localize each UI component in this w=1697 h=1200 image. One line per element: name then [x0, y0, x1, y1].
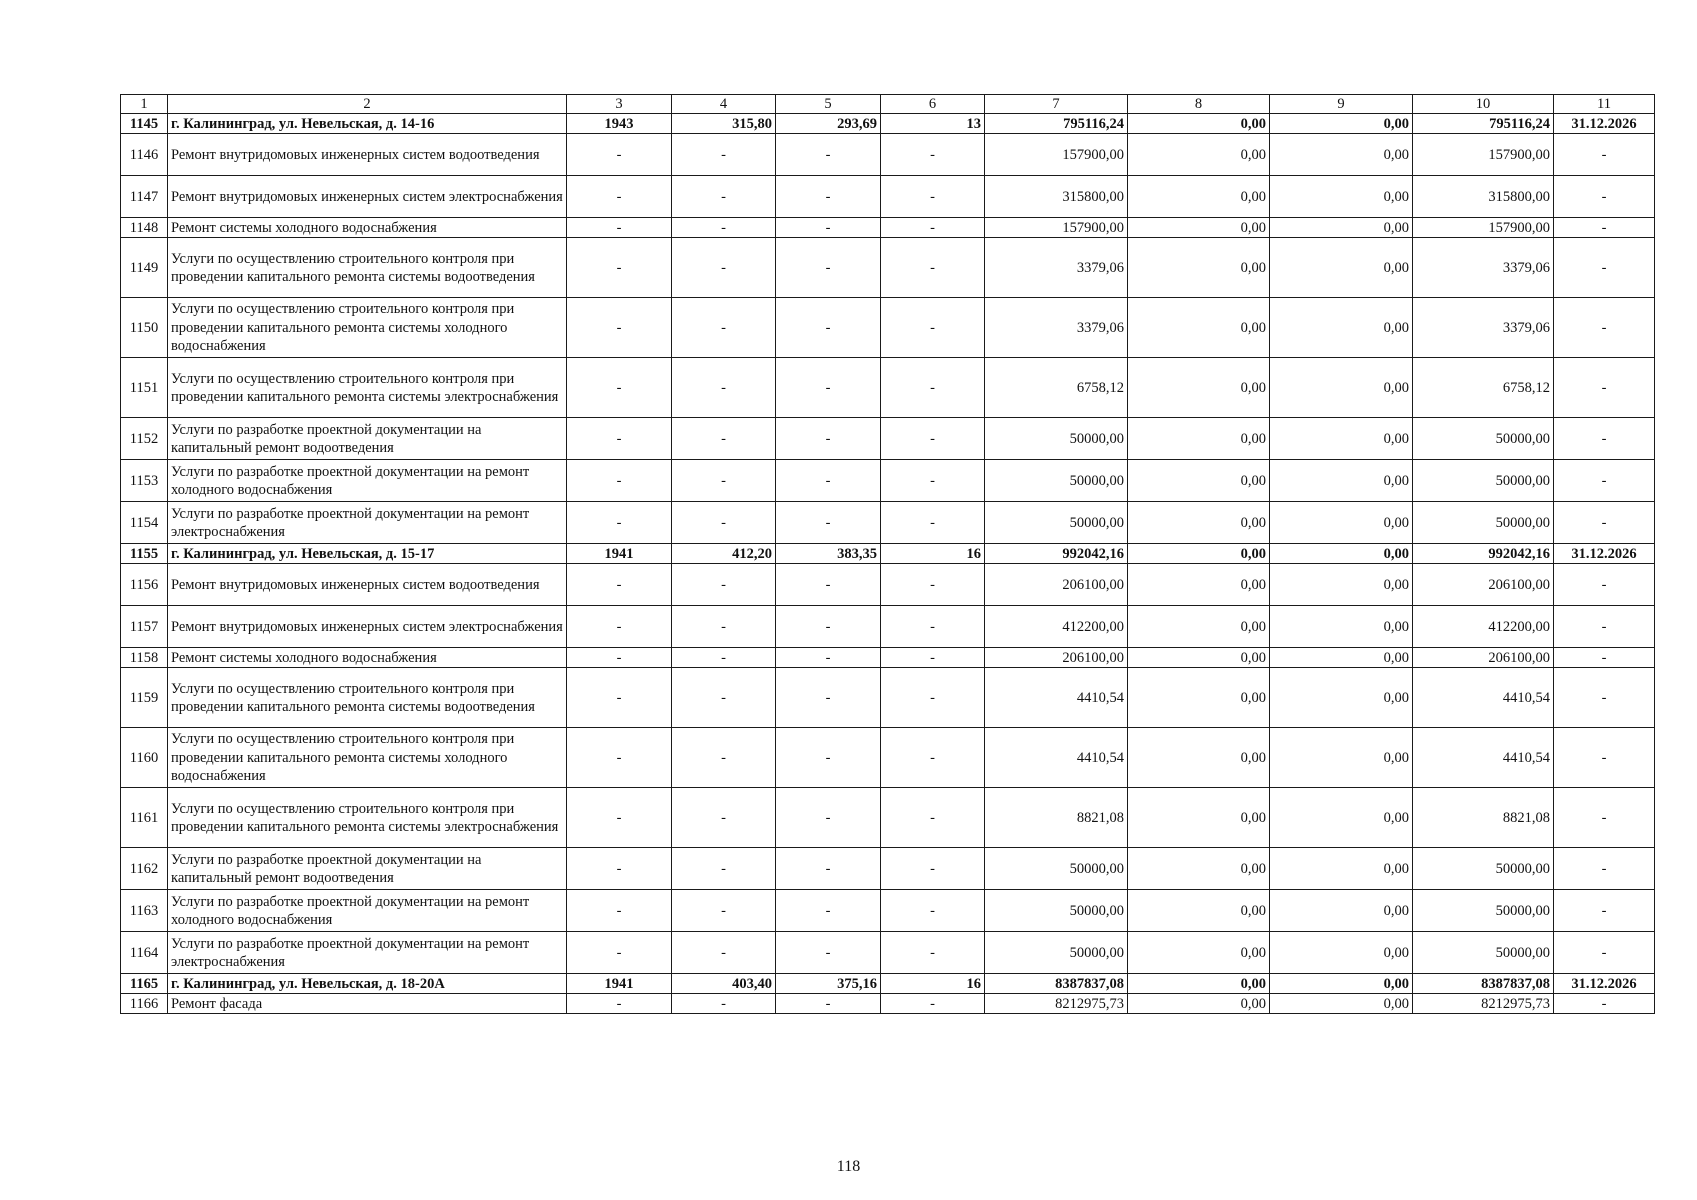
work-description-cell: г. Калининград, ул. Невельская, д. 18-20А [168, 974, 567, 994]
row-number-cell: 1146 [121, 134, 168, 176]
row-number-cell: 1166 [121, 994, 168, 1014]
residents-cell: - [881, 238, 985, 298]
work-description-cell: Услуги по разработке проектной документации на капитальный ремонт водоотведения [168, 418, 567, 460]
living-area-cell: 293,69 [776, 114, 881, 134]
total-area-cell: 315,80 [672, 114, 776, 134]
owner-cost-cell: 50000,00 [1413, 502, 1554, 544]
living-area-cell: - [776, 848, 881, 890]
work-row [121, 564, 1655, 606]
work-description-cell: Ремонт системы холодного водоснабжения [168, 648, 567, 668]
address-row [121, 974, 1655, 994]
row-number-cell: 1155 [121, 544, 168, 564]
living-area-cell: - [776, 418, 881, 460]
total-cost-cell: 8821,08 [985, 788, 1128, 848]
work-row [121, 134, 1655, 176]
column-number-4: 4 [672, 95, 776, 114]
other-cost-cell: 0,00 [1270, 238, 1413, 298]
column-number-1: 1 [121, 95, 168, 114]
work-row [121, 218, 1655, 238]
residents-cell: - [881, 848, 985, 890]
fund-cost-cell: 0,00 [1128, 848, 1270, 890]
deadline-cell: - [1554, 564, 1655, 606]
other-cost-cell: 0,00 [1270, 176, 1413, 218]
work-description-cell: Ремонт внутридомовых инженерных систем водоотведения [168, 564, 567, 606]
work-description-cell: Ремонт внутридомовых инженерных систем электроснабжения [168, 606, 567, 648]
row-number-cell: 1163 [121, 890, 168, 932]
residents-cell: - [881, 176, 985, 218]
residents-cell: - [881, 648, 985, 668]
column-number-8: 8 [1128, 95, 1270, 114]
deadline-cell: - [1554, 668, 1655, 728]
other-cost-cell: 0,00 [1270, 648, 1413, 668]
owner-cost-cell: 8387837,08 [1413, 974, 1554, 994]
year-built-cell: - [567, 238, 672, 298]
fund-cost-cell: 0,00 [1128, 648, 1270, 668]
deadline-cell: - [1554, 648, 1655, 668]
residents-cell: - [881, 298, 985, 358]
row-number-cell: 1153 [121, 460, 168, 502]
owner-cost-cell: 8821,08 [1413, 788, 1554, 848]
row-number-cell: 1145 [121, 114, 168, 134]
row-number-cell: 1154 [121, 502, 168, 544]
column-number-10: 10 [1413, 95, 1554, 114]
year-built-cell: - [567, 502, 672, 544]
work-description-cell: г. Калининград, ул. Невельская, д. 14-16 [168, 114, 567, 134]
fund-cost-cell: 0,00 [1128, 728, 1270, 788]
row-number-cell: 1152 [121, 418, 168, 460]
column-number-7: 7 [985, 95, 1128, 114]
fund-cost-cell: 0,00 [1128, 502, 1270, 544]
total-cost-cell: 6758,12 [985, 358, 1128, 418]
row-number-cell: 1150 [121, 298, 168, 358]
year-built-cell: - [567, 606, 672, 648]
total-cost-cell: 315800,00 [985, 176, 1128, 218]
total-cost-cell: 206100,00 [985, 648, 1128, 668]
deadline-cell: - [1554, 358, 1655, 418]
row-number-cell: 1161 [121, 788, 168, 848]
year-built-cell: - [567, 994, 672, 1014]
fund-cost-cell: 0,00 [1128, 176, 1270, 218]
living-area-cell: - [776, 728, 881, 788]
total-area-cell: - [672, 502, 776, 544]
owner-cost-cell: 50000,00 [1413, 848, 1554, 890]
living-area-cell: - [776, 358, 881, 418]
year-built-cell: - [567, 134, 672, 176]
living-area-cell: - [776, 668, 881, 728]
total-area-cell: - [672, 788, 776, 848]
column-number-3: 3 [567, 95, 672, 114]
living-area-cell: - [776, 298, 881, 358]
living-area-cell: 375,16 [776, 974, 881, 994]
work-row [121, 606, 1655, 648]
total-area-cell: - [672, 564, 776, 606]
residents-cell: 16 [881, 974, 985, 994]
owner-cost-cell: 50000,00 [1413, 418, 1554, 460]
work-description-cell: Услуги по осуществлению строительного контроля при проведении капитального ремонта системы электроснабжения [168, 788, 567, 848]
capital-repair-table [120, 94, 1655, 1014]
year-built-cell: - [567, 298, 672, 358]
other-cost-cell: 0,00 [1270, 298, 1413, 358]
work-row [121, 932, 1655, 974]
address-row [121, 114, 1655, 134]
column-number-5: 5 [776, 95, 881, 114]
fund-cost-cell: 0,00 [1128, 544, 1270, 564]
deadline-cell: - [1554, 238, 1655, 298]
living-area-cell: - [776, 890, 881, 932]
work-description-cell: Услуги по осуществлению строительного контроля при проведении капитального ремонта системы холодного водоснабжения [168, 728, 567, 788]
deadline-cell: - [1554, 298, 1655, 358]
residents-cell: - [881, 994, 985, 1014]
work-row [121, 176, 1655, 218]
work-row [121, 788, 1655, 848]
year-built-cell: - [567, 176, 672, 218]
owner-cost-cell: 8212975,73 [1413, 994, 1554, 1014]
year-built-cell: - [567, 728, 672, 788]
row-number-cell: 1156 [121, 564, 168, 606]
total-area-cell: - [672, 298, 776, 358]
total-cost-cell: 8212975,73 [985, 994, 1128, 1014]
residents-cell: - [881, 460, 985, 502]
living-area-cell: - [776, 648, 881, 668]
fund-cost-cell: 0,00 [1128, 564, 1270, 606]
work-description-cell: Услуги по осуществлению строительного контроля при проведении капитального ремонта системы водоотведения [168, 668, 567, 728]
fund-cost-cell: 0,00 [1128, 298, 1270, 358]
living-area-cell: - [776, 932, 881, 974]
column-number-2: 2 [168, 95, 567, 114]
total-area-cell: - [672, 218, 776, 238]
owner-cost-cell: 50000,00 [1413, 890, 1554, 932]
owner-cost-cell: 157900,00 [1413, 218, 1554, 238]
deadline-cell: - [1554, 134, 1655, 176]
work-description-cell: г. Калининград, ул. Невельская, д. 15-17 [168, 544, 567, 564]
fund-cost-cell: 0,00 [1128, 358, 1270, 418]
residents-cell: - [881, 788, 985, 848]
page-number: 118 [836, 1158, 861, 1175]
residents-cell: - [881, 564, 985, 606]
residents-cell: 16 [881, 544, 985, 564]
fund-cost-cell: 0,00 [1128, 134, 1270, 176]
column-number-9: 9 [1270, 95, 1413, 114]
living-area-cell: - [776, 502, 881, 544]
other-cost-cell: 0,00 [1270, 418, 1413, 460]
deadline-cell: - [1554, 460, 1655, 502]
year-built-cell: - [567, 848, 672, 890]
column-number-11: 11 [1554, 95, 1655, 114]
total-area-cell: - [672, 418, 776, 460]
other-cost-cell: 0,00 [1270, 890, 1413, 932]
work-description-cell: Услуги по разработке проектной документации на капитальный ремонт водоотведения [168, 848, 567, 890]
residents-cell: - [881, 418, 985, 460]
total-area-cell: - [672, 994, 776, 1014]
total-cost-cell: 3379,06 [985, 298, 1128, 358]
living-area-cell: - [776, 238, 881, 298]
work-description-cell: Услуги по осуществлению строительного контроля при проведении капитального ремонта системы электроснабжения [168, 358, 567, 418]
other-cost-cell: 0,00 [1270, 134, 1413, 176]
total-cost-cell: 3379,06 [985, 238, 1128, 298]
year-built-cell: 1943 [567, 114, 672, 134]
fund-cost-cell: 0,00 [1128, 418, 1270, 460]
other-cost-cell: 0,00 [1270, 218, 1413, 238]
total-cost-cell: 992042,16 [985, 544, 1128, 564]
row-number-cell: 1151 [121, 358, 168, 418]
living-area-cell: - [776, 606, 881, 648]
deadline-cell: - [1554, 176, 1655, 218]
owner-cost-cell: 157900,00 [1413, 134, 1554, 176]
year-built-cell: - [567, 890, 672, 932]
fund-cost-cell: 0,00 [1128, 974, 1270, 994]
total-cost-cell: 157900,00 [985, 218, 1128, 238]
total-cost-cell: 50000,00 [985, 932, 1128, 974]
row-number-cell: 1149 [121, 238, 168, 298]
total-cost-cell: 50000,00 [985, 418, 1128, 460]
work-row [121, 890, 1655, 932]
work-row [121, 460, 1655, 502]
fund-cost-cell: 0,00 [1128, 994, 1270, 1014]
work-row [121, 238, 1655, 298]
residents-cell: - [881, 358, 985, 418]
deadline-cell: - [1554, 848, 1655, 890]
fund-cost-cell: 0,00 [1128, 788, 1270, 848]
owner-cost-cell: 315800,00 [1413, 176, 1554, 218]
work-description-cell: Услуги по осуществлению строительного контроля при проведении капитального ремонта системы холодного водоснабжения [168, 298, 567, 358]
total-cost-cell: 50000,00 [985, 460, 1128, 502]
fund-cost-cell: 0,00 [1128, 238, 1270, 298]
other-cost-cell: 0,00 [1270, 848, 1413, 890]
row-number-cell: 1160 [121, 728, 168, 788]
other-cost-cell: 0,00 [1270, 974, 1413, 994]
total-cost-cell: 795116,24 [985, 114, 1128, 134]
deadline-cell: - [1554, 788, 1655, 848]
address-row [121, 544, 1655, 564]
fund-cost-cell: 0,00 [1128, 932, 1270, 974]
residents-cell: - [881, 502, 985, 544]
total-cost-cell: 412200,00 [985, 606, 1128, 648]
other-cost-cell: 0,00 [1270, 994, 1413, 1014]
row-number-cell: 1148 [121, 218, 168, 238]
total-area-cell: - [672, 176, 776, 218]
total-area-cell: - [672, 890, 776, 932]
other-cost-cell: 0,00 [1270, 606, 1413, 648]
work-row [121, 728, 1655, 788]
deadline-cell: - [1554, 606, 1655, 648]
living-area-cell: - [776, 134, 881, 176]
owner-cost-cell: 412200,00 [1413, 606, 1554, 648]
work-row [121, 502, 1655, 544]
year-built-cell: 1941 [567, 974, 672, 994]
residents-cell: - [881, 134, 985, 176]
row-number-cell: 1157 [121, 606, 168, 648]
work-description-cell: Ремонт внутридомовых инженерных систем водоотведения [168, 134, 567, 176]
other-cost-cell: 0,00 [1270, 358, 1413, 418]
row-number-cell: 1159 [121, 668, 168, 728]
total-cost-cell: 8387837,08 [985, 974, 1128, 994]
year-built-cell: - [567, 358, 672, 418]
owner-cost-cell: 50000,00 [1413, 932, 1554, 974]
year-built-cell: - [567, 218, 672, 238]
living-area-cell: - [776, 788, 881, 848]
work-row [121, 848, 1655, 890]
total-area-cell: - [672, 606, 776, 648]
residents-cell: 13 [881, 114, 985, 134]
work-description-cell: Услуги по разработке проектной документации на ремонт холодного водоснабжения [168, 890, 567, 932]
owner-cost-cell: 50000,00 [1413, 460, 1554, 502]
living-area-cell: - [776, 994, 881, 1014]
living-area-cell: 383,35 [776, 544, 881, 564]
deadline-cell: - [1554, 502, 1655, 544]
total-area-cell: 403,40 [672, 974, 776, 994]
work-row [121, 418, 1655, 460]
row-number-cell: 1158 [121, 648, 168, 668]
fund-cost-cell: 0,00 [1128, 606, 1270, 648]
work-row [121, 298, 1655, 358]
year-built-cell: - [567, 418, 672, 460]
year-built-cell: - [567, 668, 672, 728]
work-description-cell: Услуги по осуществлению строительного контроля при проведении капитального ремонта системы водоотведения [168, 238, 567, 298]
deadline-cell: - [1554, 994, 1655, 1014]
total-cost-cell: 4410,54 [985, 728, 1128, 788]
fund-cost-cell: 0,00 [1128, 890, 1270, 932]
owner-cost-cell: 992042,16 [1413, 544, 1554, 564]
residents-cell: - [881, 218, 985, 238]
residents-cell: - [881, 890, 985, 932]
owner-cost-cell: 795116,24 [1413, 114, 1554, 134]
fund-cost-cell: 0,00 [1128, 114, 1270, 134]
work-row [121, 358, 1655, 418]
row-number-cell: 1147 [121, 176, 168, 218]
year-built-cell: - [567, 788, 672, 848]
other-cost-cell: 0,00 [1270, 668, 1413, 728]
year-built-cell: - [567, 932, 672, 974]
deadline-cell: - [1554, 890, 1655, 932]
total-cost-cell: 50000,00 [985, 890, 1128, 932]
total-cost-cell: 50000,00 [985, 502, 1128, 544]
other-cost-cell: 0,00 [1270, 564, 1413, 606]
column-number-row [121, 95, 1655, 114]
other-cost-cell: 0,00 [1270, 544, 1413, 564]
owner-cost-cell: 6758,12 [1413, 358, 1554, 418]
residents-cell: - [881, 668, 985, 728]
total-cost-cell: 157900,00 [985, 134, 1128, 176]
total-area-cell: - [672, 848, 776, 890]
row-number-cell: 1162 [121, 848, 168, 890]
work-description-cell: Услуги по разработке проектной документации на ремонт электроснабжения [168, 502, 567, 544]
owner-cost-cell: 3379,06 [1413, 298, 1554, 358]
other-cost-cell: 0,00 [1270, 728, 1413, 788]
total-area-cell: - [672, 134, 776, 176]
residents-cell: - [881, 728, 985, 788]
work-description-cell: Ремонт фасада [168, 994, 567, 1014]
total-area-cell: - [672, 932, 776, 974]
total-cost-cell: 50000,00 [985, 848, 1128, 890]
total-area-cell: - [672, 728, 776, 788]
column-number-6: 6 [881, 95, 985, 114]
fund-cost-cell: 0,00 [1128, 668, 1270, 728]
year-built-cell: - [567, 648, 672, 668]
total-area-cell: - [672, 648, 776, 668]
deadline-cell: - [1554, 218, 1655, 238]
other-cost-cell: 0,00 [1270, 932, 1413, 974]
work-row [121, 994, 1655, 1014]
deadline-cell: - [1554, 418, 1655, 460]
other-cost-cell: 0,00 [1270, 114, 1413, 134]
row-number-cell: 1165 [121, 974, 168, 994]
residents-cell: - [881, 606, 985, 648]
living-area-cell: - [776, 218, 881, 238]
total-area-cell: - [672, 238, 776, 298]
other-cost-cell: 0,00 [1270, 502, 1413, 544]
total-area-cell: - [672, 358, 776, 418]
deadline-cell: - [1554, 728, 1655, 788]
residents-cell: - [881, 932, 985, 974]
deadline-cell: 31.12.2026 [1554, 544, 1655, 564]
work-description-cell: Ремонт внутридомовых инженерных систем электроснабжения [168, 176, 567, 218]
deadline-cell: 31.12.2026 [1554, 114, 1655, 134]
total-area-cell: 412,20 [672, 544, 776, 564]
work-row [121, 648, 1655, 668]
work-description-cell: Ремонт системы холодного водоснабжения [168, 218, 567, 238]
year-built-cell: 1941 [567, 544, 672, 564]
total-area-cell: - [672, 668, 776, 728]
living-area-cell: - [776, 176, 881, 218]
row-number-cell: 1164 [121, 932, 168, 974]
living-area-cell: - [776, 460, 881, 502]
living-area-cell: - [776, 564, 881, 606]
deadline-cell: - [1554, 932, 1655, 974]
work-description-cell: Услуги по разработке проектной документации на ремонт холодного водоснабжения [168, 460, 567, 502]
work-row [121, 668, 1655, 728]
deadline-cell: 31.12.2026 [1554, 974, 1655, 994]
total-area-cell: - [672, 460, 776, 502]
fund-cost-cell: 0,00 [1128, 460, 1270, 502]
total-cost-cell: 206100,00 [985, 564, 1128, 606]
year-built-cell: - [567, 460, 672, 502]
owner-cost-cell: 206100,00 [1413, 648, 1554, 668]
other-cost-cell: 0,00 [1270, 788, 1413, 848]
year-built-cell: - [567, 564, 672, 606]
other-cost-cell: 0,00 [1270, 460, 1413, 502]
owner-cost-cell: 4410,54 [1413, 668, 1554, 728]
owner-cost-cell: 3379,06 [1413, 238, 1554, 298]
total-cost-cell: 4410,54 [985, 668, 1128, 728]
fund-cost-cell: 0,00 [1128, 218, 1270, 238]
work-description-cell: Услуги по разработке проектной документации на ремонт электроснабжения [168, 932, 567, 974]
owner-cost-cell: 206100,00 [1413, 564, 1554, 606]
owner-cost-cell: 4410,54 [1413, 728, 1554, 788]
